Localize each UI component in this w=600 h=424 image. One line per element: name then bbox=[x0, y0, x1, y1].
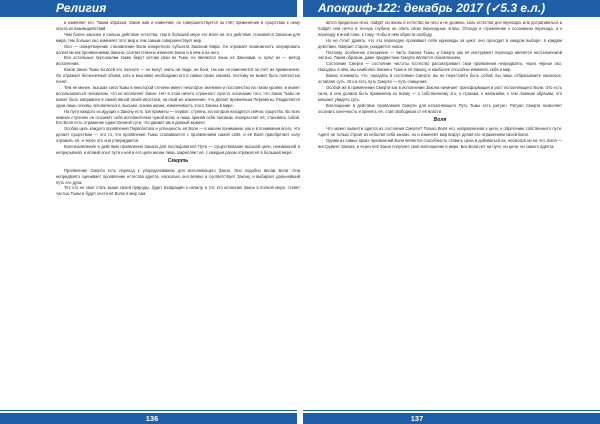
paragraph: Оно — олицетворение становления Воли конкретного субъекта Законом Мира. Он отражает возможность оперировать аспектом как проявлениями Закона, соответственно изменяя Закон и в нём и на него. bbox=[56, 43, 300, 55]
paragraph: Состояние Смерти — состояние чистоты. Естество рассматривает свои проявления непредвзято, через чёрное око. Находясь в нём, мы наиболее близки к Тьме и её Закону, и наиболее способны изменить себя и мир. bbox=[318, 61, 562, 73]
footer-bar-right bbox=[303, 413, 600, 424]
paragraph: Поэтому, особенное отношение — часть Закона Тьмы, и Смерть как её инструмент перехода является неотъемлемой частью. Таким образом, даже предвестник Смерти является обновлением. bbox=[318, 49, 562, 61]
paragraph: Тем не менее, высшая сила Тьмы в некоторой степени имеет некоторое значение и постоянство на таком уровне, и может использоваться человеком, что не исполняет Закон. Нет в этом ничего странного: просто осознание того, что Закон Тьмы не может быть направлен в самой явной своей ипостаси, на свой же изменение, что делает временным Перемены. Разделяется одни лишь основы человеческого, высшее основа жизни, изменчивость этого Закона в мире. bbox=[56, 84, 300, 108]
footer-rule-right bbox=[303, 410, 600, 411]
paragraph: Все остальные персоналии также берут истоки свои во Тьме, но являются лишь её Законами, и, культ их — метод исполнения. bbox=[56, 55, 300, 67]
section-heading-will: Воля bbox=[433, 116, 447, 123]
paragraph: Важно понимать, что, находясь в состоянии Смерти, вы не перестаёте быть собой; вы лишь отбрасываете наносное, оставляя суть. Это и есть путь Смерти — путь очищения. bbox=[318, 73, 562, 85]
paragraph: Но не стоит думать, что это переходно проживает себя единожды за цикл: оно проходит в каждом выборе, в каждом действии. Умирает старое, рождается новое. bbox=[318, 37, 562, 49]
paragraph: и изменяет его. Таким образом, Закон жив и изменчив; он совершенствуется за счёт применения в существах к нему опыта их взаимодействий. bbox=[56, 20, 300, 31]
issue-title-right: Апокриф-122: декабрь 2017 (✓5.3 е.л.) bbox=[318, 1, 546, 15]
paragraph: вится придельно ясно, пойдёт ли жизнь в естество на него и не уровень, коль естества для перехода, или дотрагиваться и пойдёт или нечто в тесную глубину он опять свою переходные этапы. Отсюда и стремление к осознанию перехода, и к переходу в иной план, к тому, чтобы в нём обрести свободу. bbox=[318, 20, 562, 37]
left-page-column bbox=[56, 20, 300, 197]
page-number-right: 137 bbox=[398, 414, 436, 424]
section-title-left: Религия bbox=[56, 1, 107, 15]
paragraph: Тот, кто не смог стать выше своей природы, будет возвращён к началу, а тот, кто исполнил Закон в полной мере, станет частью Тьмы и будет нести её Волю в мир сам. bbox=[56, 185, 300, 197]
page-number-left: 136 bbox=[133, 414, 171, 424]
paragraph: Особая цель каждого проявления Первопотока и успешность её Воли — в нашем понимании, как и в понимании всего, что делает существом — это то, что проявление Тьмы сталкивается с проявлением самой себя, и её Воля приобретает силу отражать её, и через это она утверждается. bbox=[56, 126, 300, 144]
paragraph: Проявление Смерти есть переход к упорядочиванию для исполняющего Закон. Оно подобно весам Воли. Она непредвзято оценивает проявление естества адепта, насколько оно велико и соответствует Закону, и выбирает дальнейший путь его духа. bbox=[56, 167, 300, 185]
paragraph: Чем более законен и сильна действие естества, тем в большей мере его Воля на это действие становится Законом для мира, тем больше оно изменяет этот мир и тем самым совершенствует мир. bbox=[56, 31, 300, 43]
paragraph: На пути каждого из идущих к Закону есть три приметы — первое: ступень, на которой находится сейчас существо. Во всех нижних ступенях он осознаёт себя исполнителем чужой воли, и лишь приняв себя таковым, перерастает её, становясь собой. Его Воля есть отражение единственной сути, что движет им в данный момент. bbox=[56, 108, 300, 126]
paragraph: Особой же в применении Смерти как в исполнении Закона начинает трансформация и рост исполняющего Воли. Это есть сила, и она должна быть применена ко всему — к собственному эго, к страхам, к желаниям, к тем ложным образам, что мешают увидеть суть. bbox=[318, 84, 562, 102]
footer-rule-left bbox=[0, 410, 297, 411]
paragraph: Волеизъявление в действии проявления Закона для последователя Пути — существование высшей цели, неизменной и непрерывной, и всякий опыт пути к ней и его цели жизни лишь закрепляет её, с каждым разом отражая её в большей мере. bbox=[56, 144, 300, 155]
paragraph: Одним из самых ярких проявлений Воли является способность ставить цели и добиваться их, несмотря ни на что. Воля — инструмент Закона, и через неё Закон получает своё воплощение в мире. Без Воли нет ни пути, ни цели, ни самого адепта. bbox=[318, 138, 562, 150]
right-page-column bbox=[318, 20, 562, 150]
section-heading-death: Смерть bbox=[167, 157, 189, 164]
paragraph: Воплощение в действие проявления Смерти для исполняющего Путь Тьмы есть ритуал. Ритуал Смерти позволяет осознать конечность и принять её, став свободным от её власти. bbox=[318, 102, 562, 114]
paragraph: Каков Закон Тьмы во всей его полноте — не могут знать ни люди, ни боги, так как он изменяется за счёт их применения. Он отражает бесконечный объём, хоть и мыслимо необходимо его в самых своих законах, поэтому не может быть полностью понят. bbox=[56, 67, 300, 85]
paragraph: Что может вывести адепта из состояния Смерти? Только Воля его, направленная к цели, к обретению собственного пути. Адепт не только строит из небытия себя заново, но и изменяет мир вокруг, делая его отражением своей Воли. bbox=[318, 126, 562, 138]
